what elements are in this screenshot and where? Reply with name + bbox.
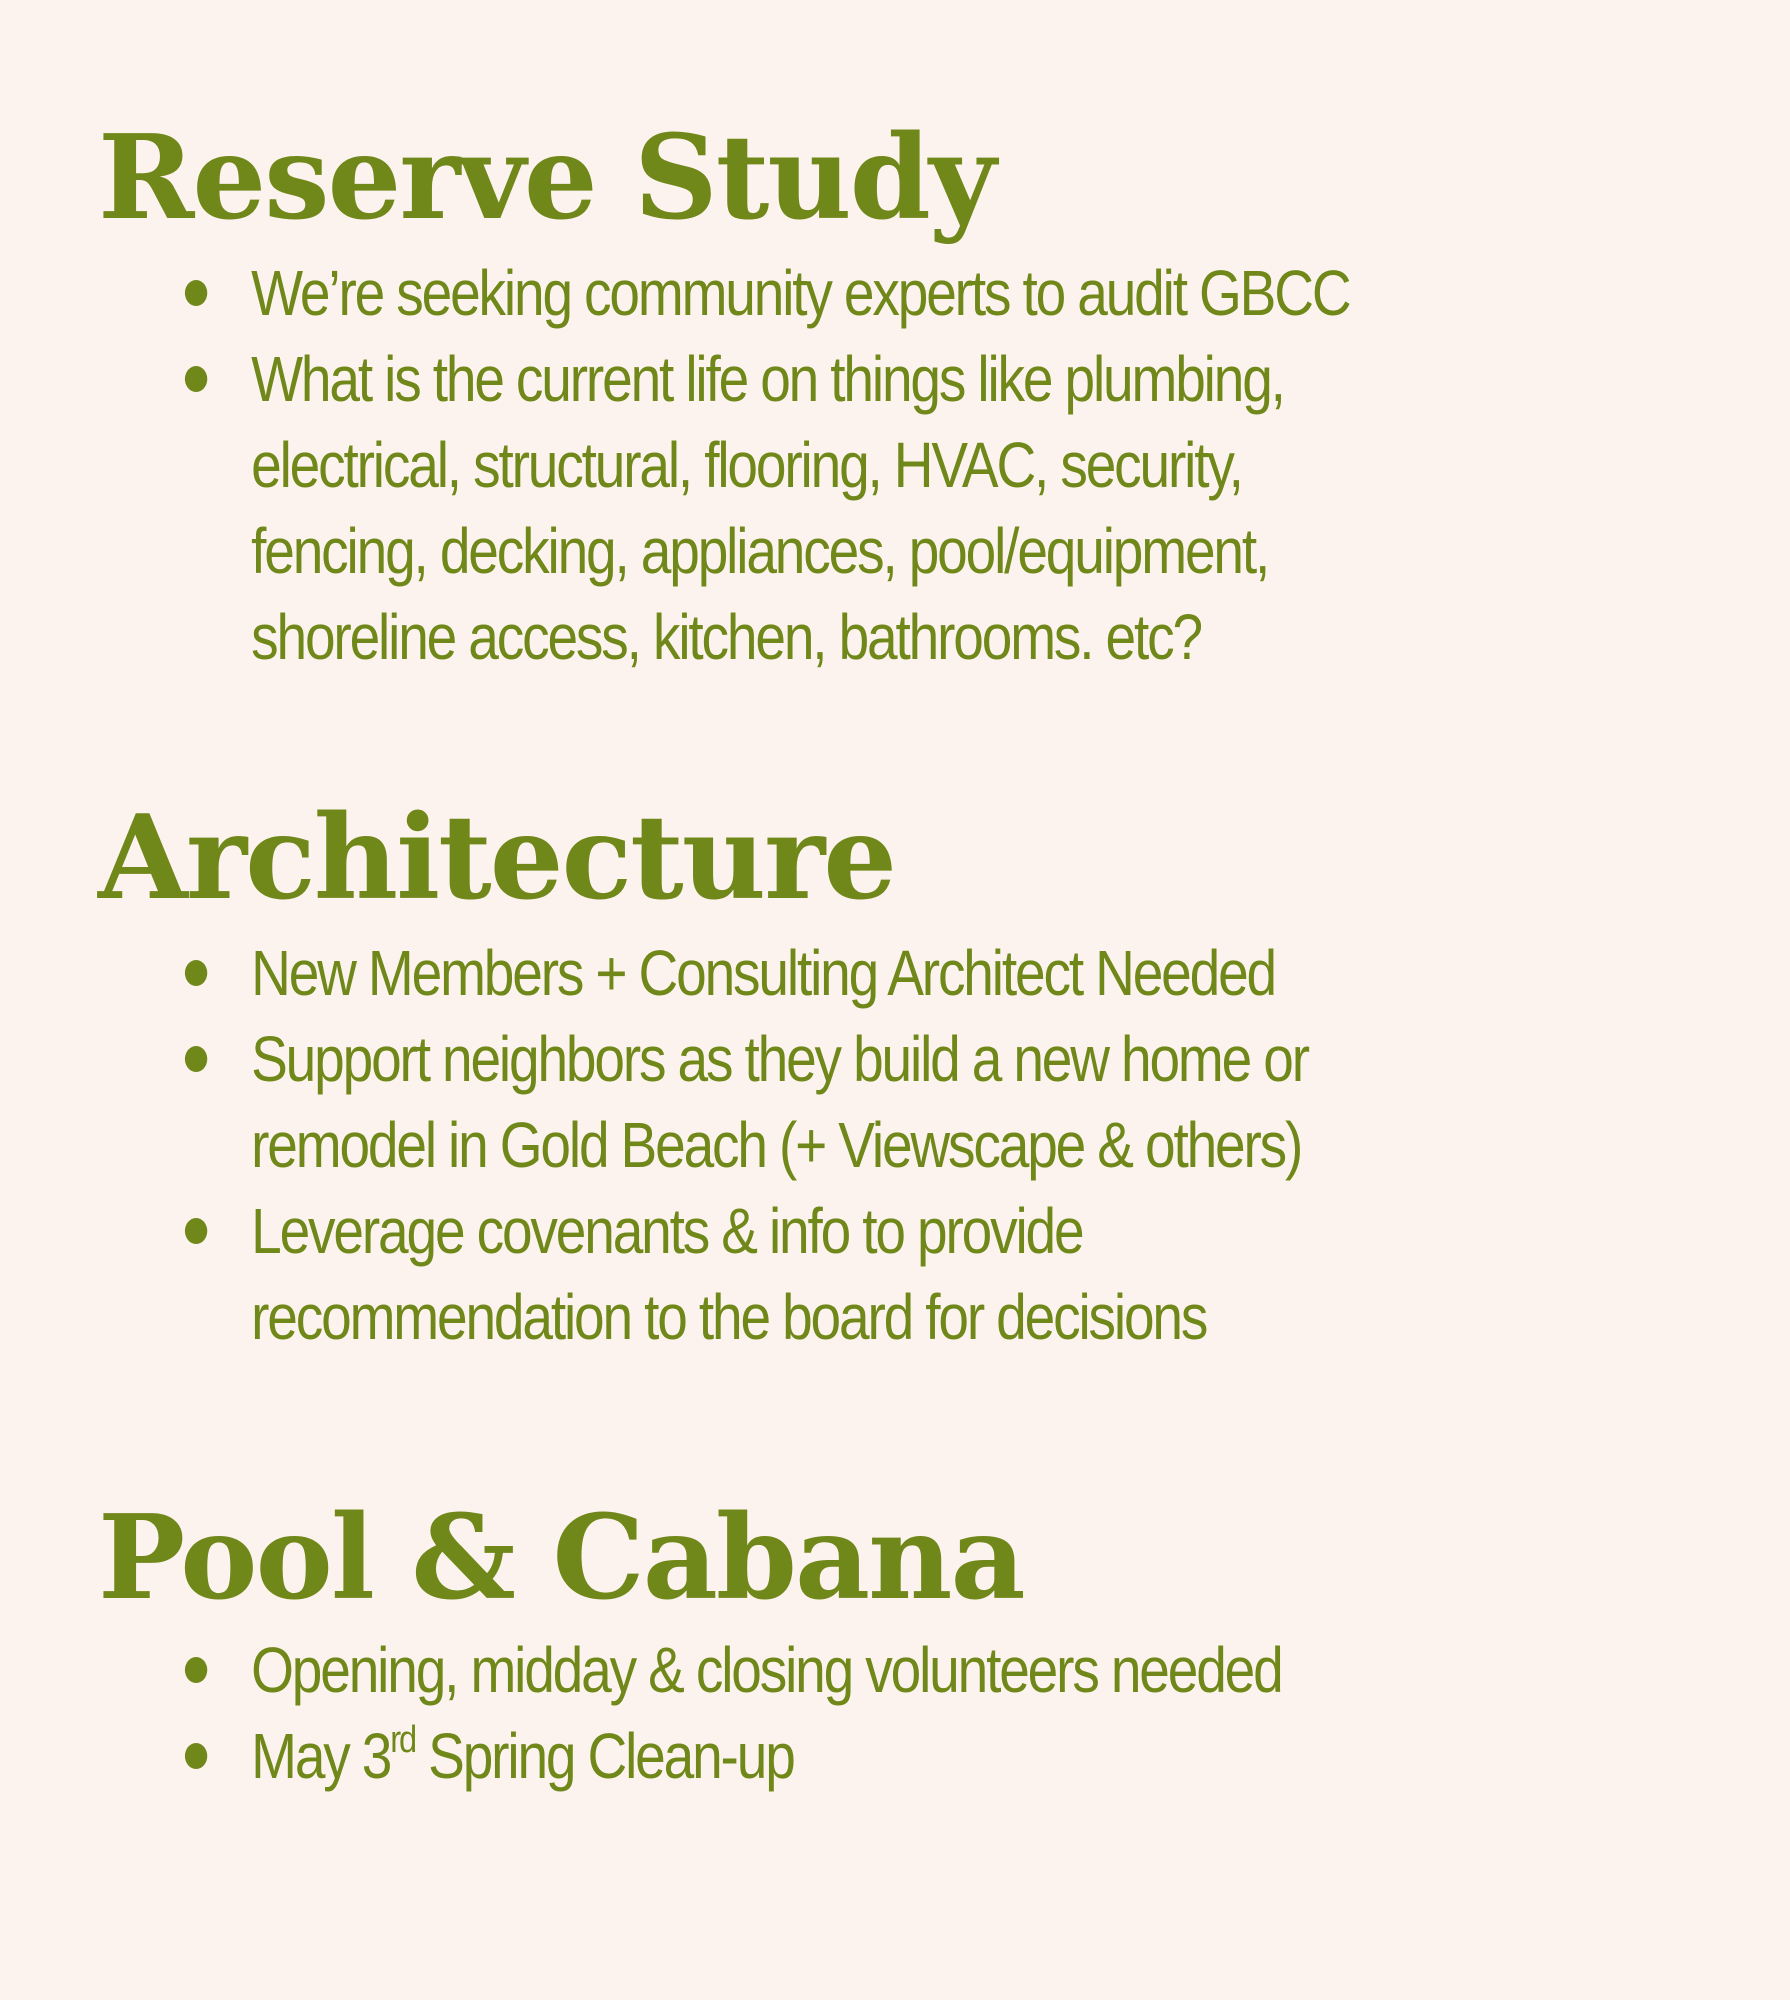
bullet-icon <box>185 280 207 306</box>
list-item-text: Support neighbors as they build a new home or remodel in Gold Beach (+ Viewscape & others) <box>251 1023 1308 1181</box>
bullet-list <box>0 1627 1592 1799</box>
cleanup-date-prefix: May 3 <box>251 1720 391 1792</box>
section-heading: Reserve Study <box>98 110 995 246</box>
list-item <box>0 1016 1369 1188</box>
bullet-icon <box>185 1657 207 1683</box>
list-item <box>0 336 1369 680</box>
list-item-text: New Members + Consulting Architect Needed <box>251 937 1276 1009</box>
list-item <box>0 1627 1369 1713</box>
list-item-text: What is the current life on things like plumbing, electrical, structural, flooring, HVAC, security, fencing, decking, appliances, pool/equipment, shoreline access, kitchen, bathrooms. etc? <box>251 343 1284 673</box>
section-heading: Architecture <box>98 790 896 926</box>
date-ordinal-superscript: rd <box>390 1719 416 1761</box>
bullet-list <box>0 250 1592 680</box>
list-item-text: Opening, midday & closing volunteers needed <box>251 1634 1282 1706</box>
cleanup-label: Spring Clean-up <box>415 1720 794 1792</box>
list-item-text: We’re seeking community experts to audit GBCC <box>251 257 1350 329</box>
bullet-icon <box>185 1046 207 1072</box>
list-item-text: Leverage covenants & info to provide recommendation to the board for decisions <box>251 1195 1207 1353</box>
list-item-text <box>251 1720 794 1792</box>
list-item <box>0 1188 1369 1360</box>
list-item <box>0 930 1369 1016</box>
bullet-icon <box>185 1743 207 1769</box>
section-heading: Pool & Cabana <box>98 1490 1024 1626</box>
bullet-icon <box>185 366 207 392</box>
list-item <box>0 1713 1369 1799</box>
bullet-icon <box>185 1218 207 1244</box>
bullet-list <box>0 930 1592 1360</box>
list-item <box>0 250 1369 336</box>
bullet-icon <box>185 960 207 986</box>
